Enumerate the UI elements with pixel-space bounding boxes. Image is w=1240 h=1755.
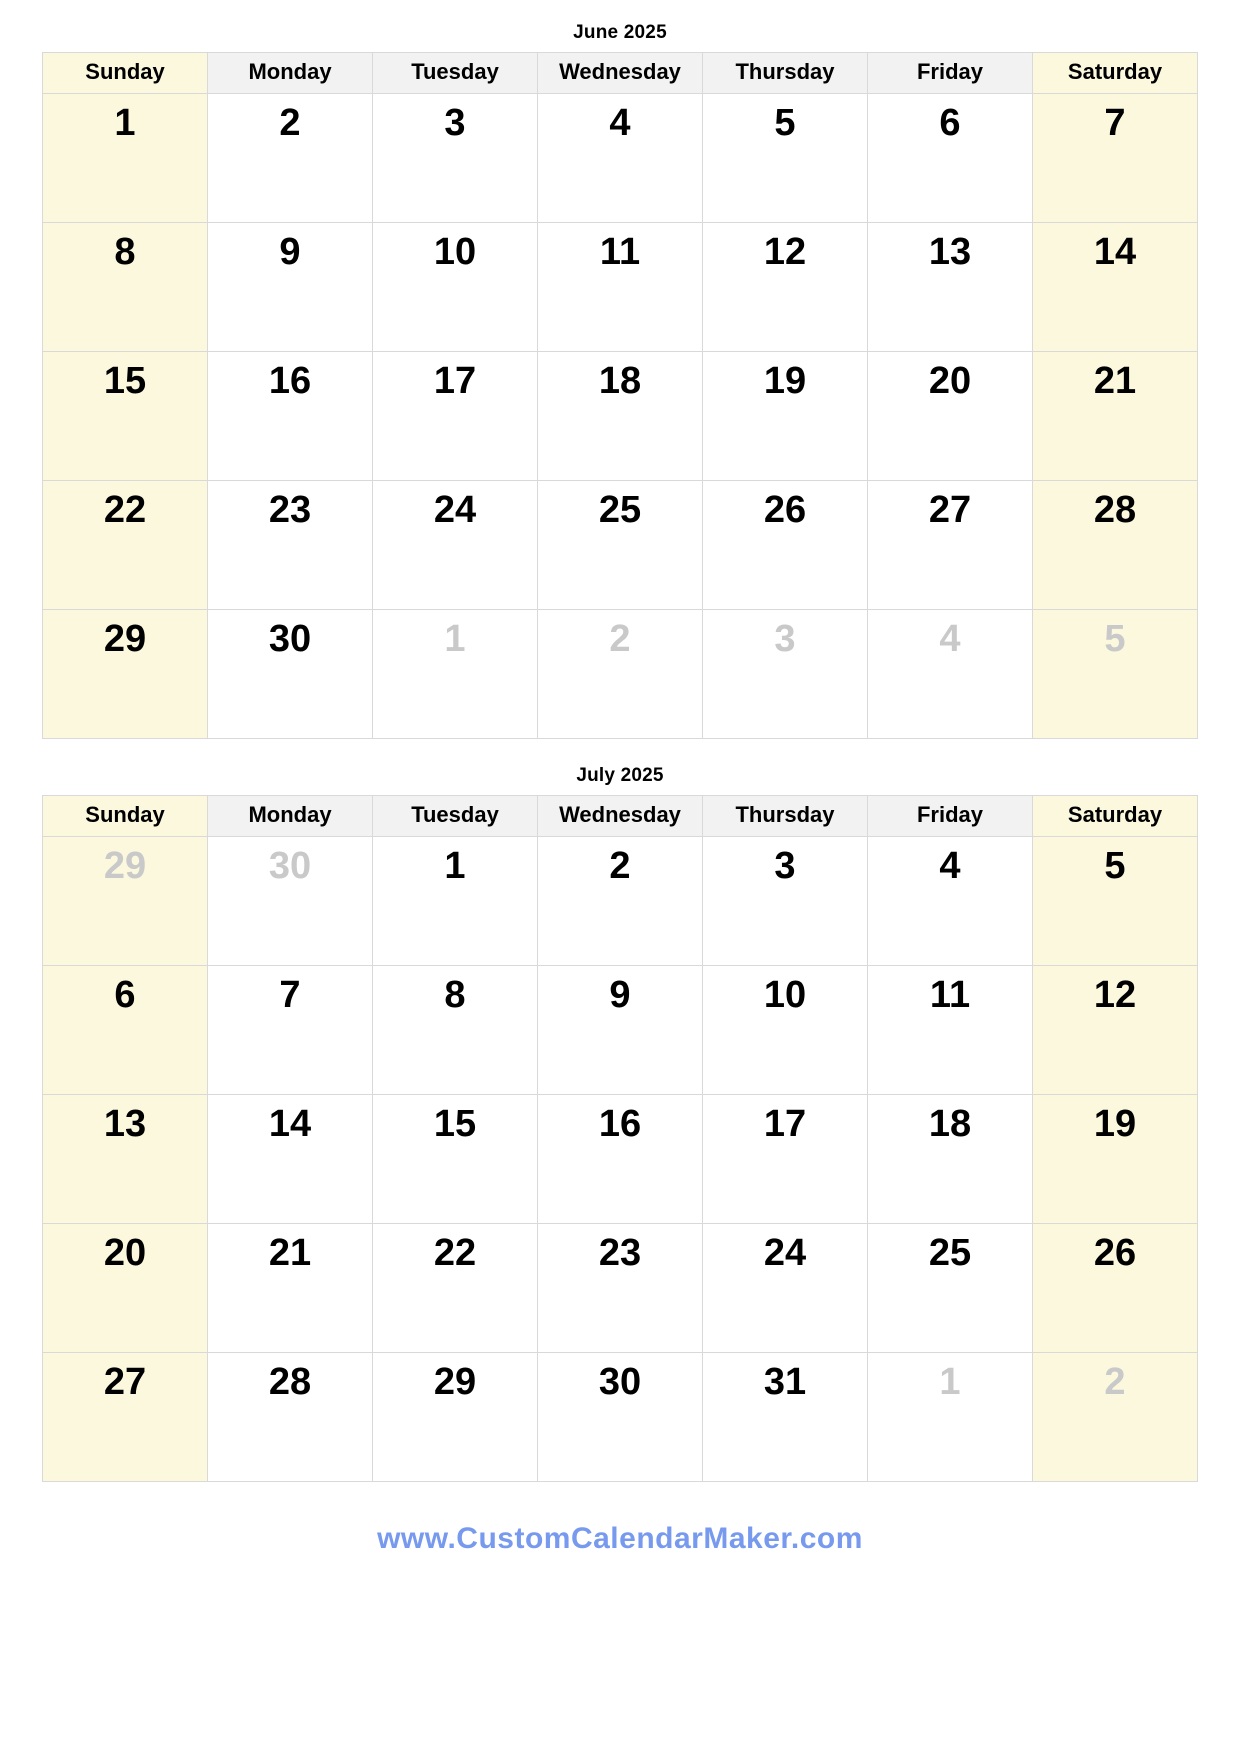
day-cell[interactable]: 4 — [868, 837, 1033, 966]
day-cell[interactable]: 8 — [43, 223, 208, 352]
weekday-header-thursday: Thursday — [703, 53, 868, 94]
day-cell[interactable]: 17 — [373, 352, 538, 481]
day-cell[interactable]: 23 — [208, 481, 373, 610]
day-cell[interactable]: 2 — [538, 837, 703, 966]
calendar-week-row — [43, 610, 1198, 739]
day-cell[interactable]: 15 — [373, 1095, 538, 1224]
calendar-week-row — [43, 352, 1198, 481]
day-cell[interactable]: 19 — [1033, 1095, 1198, 1224]
day-cell[interactable]: 12 — [703, 223, 868, 352]
day-cell[interactable]: 30 — [208, 610, 373, 739]
weekday-header-friday: Friday — [868, 53, 1033, 94]
calendar-grid-first — [42, 52, 1198, 739]
calendar-week-row — [43, 837, 1198, 966]
day-cell[interactable]: 18 — [538, 352, 703, 481]
day-cell[interactable]: 6 — [43, 966, 208, 1095]
weekday-header-wednesday: Wednesday — [538, 796, 703, 837]
day-cell[interactable]: 16 — [538, 1095, 703, 1224]
day-cell[interactable]: 8 — [373, 966, 538, 1095]
calendar-week-row — [43, 94, 1198, 223]
weekday-header-row — [43, 796, 1198, 837]
day-cell[interactable]: 22 — [373, 1224, 538, 1353]
day-cell[interactable]: 18 — [868, 1095, 1033, 1224]
day-cell[interactable]: 27 — [868, 481, 1033, 610]
day-cell[interactable]: 21 — [208, 1224, 373, 1353]
day-cell[interactable]: 1 — [43, 94, 208, 223]
day-cell[interactable]: 17 — [703, 1095, 868, 1224]
day-cell[interactable]: 10 — [703, 966, 868, 1095]
calendar-week-row — [43, 1224, 1198, 1353]
day-cell[interactable]: 6 — [868, 94, 1033, 223]
month-title: July 2025 — [576, 765, 664, 786]
calendar-week-row — [43, 481, 1198, 610]
day-cell-other-month[interactable]: 3 — [703, 610, 868, 739]
site-url-footer[interactable]: www.CustomCalendarMaker.com — [377, 1522, 863, 1555]
day-cell[interactable]: 26 — [1033, 1224, 1198, 1353]
day-cell[interactable]: 25 — [538, 481, 703, 610]
day-cell[interactable]: 24 — [703, 1224, 868, 1353]
day-cell-other-month[interactable]: 5 — [1033, 610, 1198, 739]
day-cell[interactable]: 5 — [1033, 837, 1198, 966]
calendar-week-row — [43, 1353, 1198, 1482]
day-cell[interactable]: 20 — [868, 352, 1033, 481]
calendar-grid-second — [42, 795, 1198, 1482]
weekday-header-monday: Monday — [208, 796, 373, 837]
day-cell[interactable]: 10 — [373, 223, 538, 352]
day-cell[interactable]: 26 — [703, 481, 868, 610]
weekday-header-saturday: Saturday — [1033, 53, 1198, 94]
day-cell[interactable]: 14 — [1033, 223, 1198, 352]
day-cell[interactable]: 15 — [43, 352, 208, 481]
weekday-header-friday: Friday — [868, 796, 1033, 837]
weekday-header-saturday: Saturday — [1033, 796, 1198, 837]
day-cell[interactable]: 7 — [208, 966, 373, 1095]
calendar-week-row — [43, 966, 1198, 1095]
day-cell[interactable]: 11 — [538, 223, 703, 352]
weekday-header-wednesday: Wednesday — [538, 53, 703, 94]
day-cell[interactable]: 25 — [868, 1224, 1033, 1353]
month-block-second — [42, 765, 1198, 1482]
day-cell[interactable]: 30 — [538, 1353, 703, 1482]
day-cell[interactable]: 21 — [1033, 352, 1198, 481]
day-cell-other-month[interactable]: 29 — [43, 837, 208, 966]
day-cell[interactable]: 16 — [208, 352, 373, 481]
day-cell[interactable]: 7 — [1033, 94, 1198, 223]
day-cell-other-month[interactable]: 2 — [1033, 1353, 1198, 1482]
weekday-header-monday: Monday — [208, 53, 373, 94]
day-cell-other-month[interactable]: 1 — [868, 1353, 1033, 1482]
day-cell[interactable]: 28 — [1033, 481, 1198, 610]
day-cell[interactable]: 20 — [43, 1224, 208, 1353]
day-cell[interactable]: 22 — [43, 481, 208, 610]
day-cell[interactable]: 24 — [373, 481, 538, 610]
calendar-week-row — [43, 1095, 1198, 1224]
day-cell[interactable]: 4 — [538, 94, 703, 223]
weekday-header-tuesday: Tuesday — [373, 53, 538, 94]
day-cell-other-month[interactable]: 1 — [373, 610, 538, 739]
day-cell[interactable]: 29 — [43, 610, 208, 739]
day-cell[interactable]: 3 — [373, 94, 538, 223]
day-cell[interactable]: 9 — [208, 223, 373, 352]
day-cell-other-month[interactable]: 4 — [868, 610, 1033, 739]
day-cell[interactable]: 31 — [703, 1353, 868, 1482]
day-cell[interactable]: 9 — [538, 966, 703, 1095]
day-cell-other-month[interactable]: 30 — [208, 837, 373, 966]
month-spacer — [42, 739, 1198, 765]
day-cell[interactable]: 14 — [208, 1095, 373, 1224]
day-cell-other-month[interactable]: 2 — [538, 610, 703, 739]
calendar-week-row — [43, 223, 1198, 352]
day-cell[interactable]: 19 — [703, 352, 868, 481]
month-title: June 2025 — [573, 22, 667, 43]
day-cell[interactable]: 13 — [868, 223, 1033, 352]
day-cell[interactable]: 11 — [868, 966, 1033, 1095]
weekday-header-thursday: Thursday — [703, 796, 868, 837]
day-cell[interactable]: 1 — [373, 837, 538, 966]
weekday-header-sunday: Sunday — [43, 796, 208, 837]
day-cell[interactable]: 28 — [208, 1353, 373, 1482]
day-cell[interactable]: 5 — [703, 94, 868, 223]
day-cell[interactable]: 3 — [703, 837, 868, 966]
day-cell[interactable]: 23 — [538, 1224, 703, 1353]
day-cell[interactable]: 12 — [1033, 966, 1198, 1095]
day-cell[interactable]: 13 — [43, 1095, 208, 1224]
day-cell[interactable]: 2 — [208, 94, 373, 223]
month-block-first — [42, 22, 1198, 739]
day-cell[interactable]: 29 — [373, 1353, 538, 1482]
day-cell[interactable]: 27 — [43, 1353, 208, 1482]
weekday-header-tuesday: Tuesday — [373, 796, 538, 837]
weekday-header-row — [43, 53, 1198, 94]
weekday-header-sunday: Sunday — [43, 53, 208, 94]
